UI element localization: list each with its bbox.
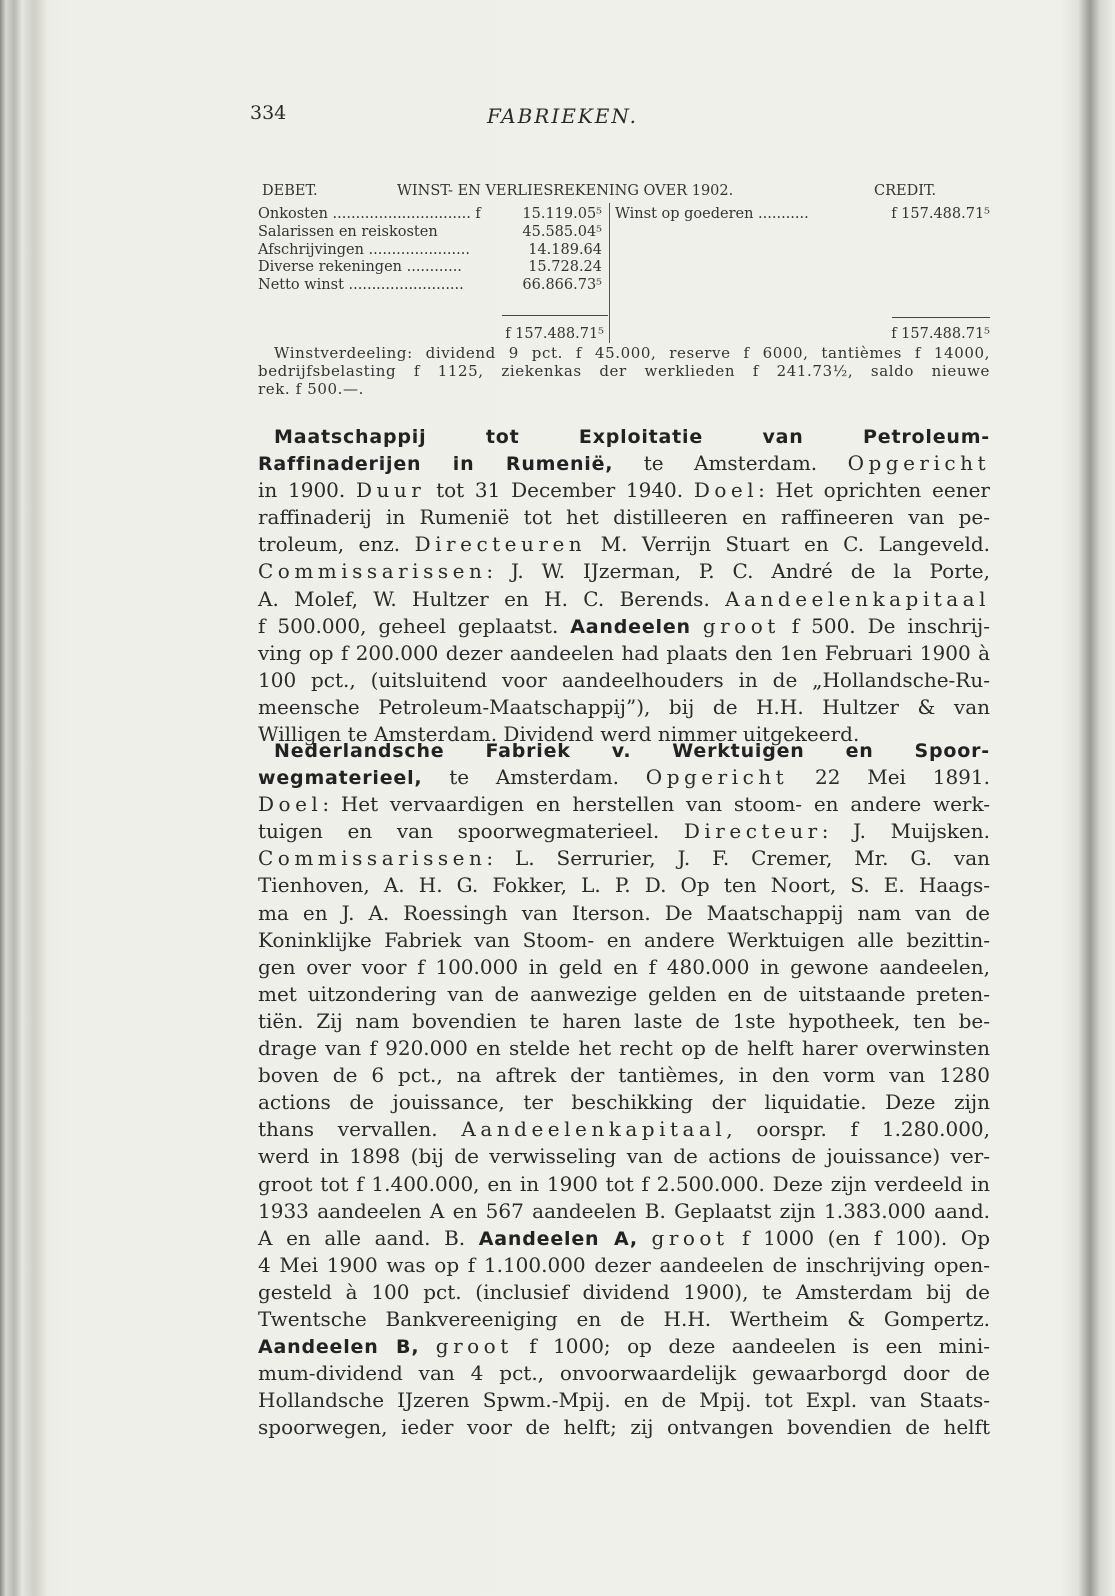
- text-segment: boven de 6 pct., na aftrek der tantièmes, in den vorm van 1280: [258, 1063, 990, 1088]
- text-segment: ma en J. A. Roessingh van Iterson. De Maatschappij nam van de: [258, 900, 990, 925]
- distribution-line: rek. f 500.—.: [258, 380, 364, 398]
- text-line: [258, 1008, 990, 1035]
- text-line: [258, 450, 990, 477]
- bold-heading-text: Aandeelen: [570, 615, 691, 638]
- credit-total-rule: [892, 317, 990, 318]
- debit-row-amount: 66.866.73⁵: [522, 277, 602, 294]
- credit-row-amount: f 157.488.71⁵: [891, 206, 990, 222]
- spaced-keyword: Duur: [355, 478, 426, 503]
- bold-heading-text: Aandeelen A,: [478, 1227, 638, 1250]
- text-segment: tot 31 December 1940.: [425, 478, 694, 503]
- text-segment: gen over voor f 100.000 in geld en f 480.000 in gewone aandeelen,: [258, 954, 990, 979]
- debit-row-label: Salarissen en reiskosten: [258, 223, 438, 240]
- text-line: [258, 900, 990, 927]
- spaced-keyword: groot: [435, 1334, 513, 1359]
- text-line: [258, 1279, 990, 1306]
- text-segment: A. Molef, W. Hultzer en H. C. Berends.: [258, 586, 726, 611]
- credit-total: f 157.488.71⁵: [891, 326, 990, 342]
- debit-row: [258, 206, 608, 224]
- text-line: [258, 423, 990, 450]
- debit-row-label: Afschrijvingen ......................: [258, 241, 470, 258]
- text-line: [258, 954, 990, 981]
- text-segment: 4 Mei 1900 was op f 1.100.000 dezer aandeelen de inschrijving open-: [258, 1252, 990, 1277]
- text-segment: Willigen te Amsterdam. Dividend werd nimmer uitgekeerd.: [258, 722, 860, 747]
- text-line: [258, 504, 990, 531]
- text-line: [258, 872, 990, 899]
- text-segment: troleum, enz.: [258, 532, 415, 557]
- text-segment: A en alle aand. B.: [258, 1225, 479, 1250]
- text-line: [258, 1171, 990, 1198]
- text-segment: Koninklijke Fabriek van Stoom- en andere Werktuigen alle bezittin-: [258, 927, 990, 952]
- text-line: [258, 640, 990, 667]
- text-line: [258, 531, 990, 558]
- text-segment: : Het oprichten eener: [758, 478, 990, 503]
- text-segment: gesteld à 100 pct. (inclusief dividend 1900), te Amsterdam bij de: [258, 1279, 990, 1304]
- debit-row: [258, 242, 608, 260]
- text-line: [258, 1225, 990, 1252]
- bold-heading-text: Maatschappij tot Exploitatie van Petroleum-: [274, 426, 990, 448]
- text-segment: [638, 1226, 652, 1250]
- debit-total-rule: [502, 315, 608, 316]
- text-segment: tuigen en van spoorwegmaterieel.: [258, 819, 684, 844]
- text-segment: : Het vervaardigen en herstellen van stoom- en andere werk-: [322, 792, 990, 817]
- page-number: 334: [250, 102, 287, 124]
- debit-row-amount: 15.728.24: [528, 259, 602, 276]
- text-line: [258, 477, 990, 504]
- text-line: [258, 1360, 990, 1387]
- bold-heading-text: Aandeelen B,: [258, 1336, 420, 1359]
- text-segment: mum-dividend van 4 pct., onvoorwaardelijk gewaarborgd door de: [258, 1361, 990, 1386]
- credit-header: CREDIT.: [874, 183, 937, 199]
- credit-row-label: Winst op goederen ...........: [615, 206, 809, 222]
- spaced-keyword: Aandeelenkapitaal: [461, 1117, 727, 1142]
- text-segment: drage van f 920.000 en stelde het recht op de helft harer overwinsten: [258, 1036, 990, 1061]
- text-line: [258, 1062, 990, 1089]
- text-line: [258, 1035, 990, 1062]
- text-line: [258, 1306, 990, 1333]
- text-line: [258, 1143, 990, 1170]
- text-segment: [691, 614, 703, 638]
- distribution-line: bedrijfsbelasting f 1125, ziekenkas der werklieden f 241.73½, saldo nieuwe: [258, 362, 990, 380]
- text-segment: te Amsterdam.: [613, 451, 848, 476]
- debit-row: [258, 277, 608, 295]
- debit-row-amount: 15.119.05⁵: [522, 206, 602, 222]
- debit-row-label: Onkosten .............................. f: [258, 206, 481, 222]
- spaced-keyword: Opgericht: [645, 765, 789, 790]
- bold-heading-text: wegmaterieel,: [258, 767, 423, 790]
- debit-row-label: Diverse rekeningen ............: [258, 259, 462, 276]
- text-segment: 100 pct., (uitsluitend voor aandeelhouders in de „Hollandsche-Ru-: [258, 667, 990, 692]
- text-segment: 1933 aandeelen A en 567 aandeelen B. Geplaatst zijn 1.383.000 aand.: [258, 1198, 990, 1223]
- text-line: [258, 667, 990, 694]
- debet-header: DEBET.: [262, 183, 318, 199]
- text-line: [258, 818, 990, 845]
- text-segment: actions de jouissance, ter beschikking der liquidatie. Deze zijn: [258, 1090, 990, 1115]
- text-line: [258, 927, 990, 954]
- text-segment: M. Verrijn Stuart en C. Langeveld.: [586, 532, 991, 557]
- debit-row-amount: 45.585.04⁵: [522, 223, 602, 240]
- text-line: [258, 1252, 990, 1279]
- spaced-keyword: Directeur: [683, 819, 822, 844]
- text-line: [258, 1116, 990, 1143]
- debit-row-amount: 14.189.64: [528, 241, 602, 258]
- text-line: [258, 791, 990, 818]
- spaced-keyword: Commissarissen: [258, 846, 487, 871]
- text-segment: f 1000; op deze aandeelen is een mini-: [512, 1334, 991, 1359]
- spaced-keyword: Aandeelenkapitaal: [725, 586, 990, 611]
- company-entry-petroleum: [258, 423, 990, 748]
- spaced-keyword: groot: [651, 1225, 729, 1250]
- profit-distribution: [258, 344, 990, 398]
- bold-heading-text: Nederlandsche Fabriek v. Werktuigen en Spoor-: [274, 740, 990, 762]
- text-line: [258, 1089, 990, 1116]
- text-line: [258, 1414, 990, 1441]
- text-segment: 22 Mei 1891.: [788, 765, 990, 790]
- text-segment: f 1000 (en f 100). Op: [728, 1225, 990, 1250]
- text-line: [258, 981, 990, 1008]
- debit-row: [258, 224, 608, 242]
- text-line: [258, 764, 990, 791]
- text-segment: : J. W. IJzerman, P. C. André de la Porte,: [486, 559, 990, 584]
- text-segment: met uitzondering van de aanwezige gelden en de uitstaande preten-: [258, 981, 990, 1006]
- spaced-keyword: Opgericht: [847, 451, 990, 476]
- text-segment: Twentsche Bankvereeniging en de H.H. Wertheim & Gompertz.: [258, 1306, 990, 1331]
- text-segment: : J. Muijsken.: [821, 819, 990, 844]
- text-segment: [419, 1334, 435, 1358]
- bold-heading-text: Raffinaderijen in Rumenië,: [258, 453, 614, 476]
- debit-total: f 157.488.71⁵: [505, 326, 604, 342]
- text-line: [258, 586, 990, 613]
- text-line: [258, 1333, 990, 1360]
- text-line: [258, 1198, 990, 1225]
- spaced-keyword: Doel: [693, 478, 759, 503]
- running-head: FABRIEKEN.: [487, 104, 638, 128]
- text-segment: : L. Serrurier, J. F. Cremer, Mr. G. van: [486, 846, 990, 871]
- spaced-keyword: Directeuren: [414, 532, 587, 557]
- text-segment: Tienhoven, A. H. G. Fokker, L. P. D. Op ten Noort, S. E. Haags-: [258, 873, 990, 898]
- distribution-line: Winstverdeeling: dividend 9 pct. f 45.000, reserve f 6000, tantièmes f 14000,: [274, 344, 990, 362]
- text-segment: , oorspr. f 1.280.000,: [726, 1117, 990, 1142]
- text-segment: Hollandsche IJzeren Spwm.-Mpij. en de Mpij. tot Expl. van Staats-: [258, 1388, 990, 1413]
- text-segment: groot tot f 1.400.000, en in 1900 tot f 2.500.000. Deze zijn verdeeld in: [258, 1171, 990, 1196]
- debit-row: [258, 259, 608, 277]
- text-line: [258, 1387, 990, 1414]
- text-segment: meensche Petroleum-Maatschappij”), bij de H.H. Hultzer & van: [258, 694, 990, 719]
- debit-row-label: Netto winst .........................: [258, 277, 464, 294]
- text-segment: te Amsterdam.: [422, 765, 646, 790]
- text-segment: f 500.000, geheel geplaatst.: [258, 613, 571, 638]
- text-line: [258, 737, 990, 764]
- spaced-keyword: Doel: [258, 792, 323, 817]
- text-segment: f 500. De inschrij-: [779, 613, 990, 638]
- account-title: WINST- EN VERLIESREKENING OVER 1902.: [397, 183, 734, 199]
- text-line: [258, 694, 990, 721]
- text-segment: tiën. Zij nam bovendien te haren laste de 1ste hypotheek, ten be-: [258, 1008, 990, 1033]
- spaced-keyword: groot: [702, 613, 780, 638]
- text-line: [258, 613, 990, 640]
- text-line: [258, 845, 990, 872]
- company-entry-werktuigen: [258, 737, 990, 1441]
- text-line: [258, 558, 990, 585]
- text-segment: spoorwegen, ieder voor de helft; zij ontvangen bovendien de helft: [258, 1415, 990, 1440]
- column-divider: [609, 203, 610, 343]
- text-segment: in 1900.: [258, 478, 356, 503]
- spaced-keyword: Commissarissen: [258, 559, 487, 584]
- text-segment: thans vervallen.: [258, 1117, 462, 1142]
- text-segment: ving op f 200.000 dezer aandeelen had plaats den 1en Februari 1900 à: [258, 640, 990, 665]
- text-segment: werd in 1898 (bij de verwisseling van de actions de jouissance) ver-: [258, 1144, 990, 1169]
- text-segment: raffinaderij in Rumenië tot het distilleeren en raffineeren van pe-: [258, 505, 990, 530]
